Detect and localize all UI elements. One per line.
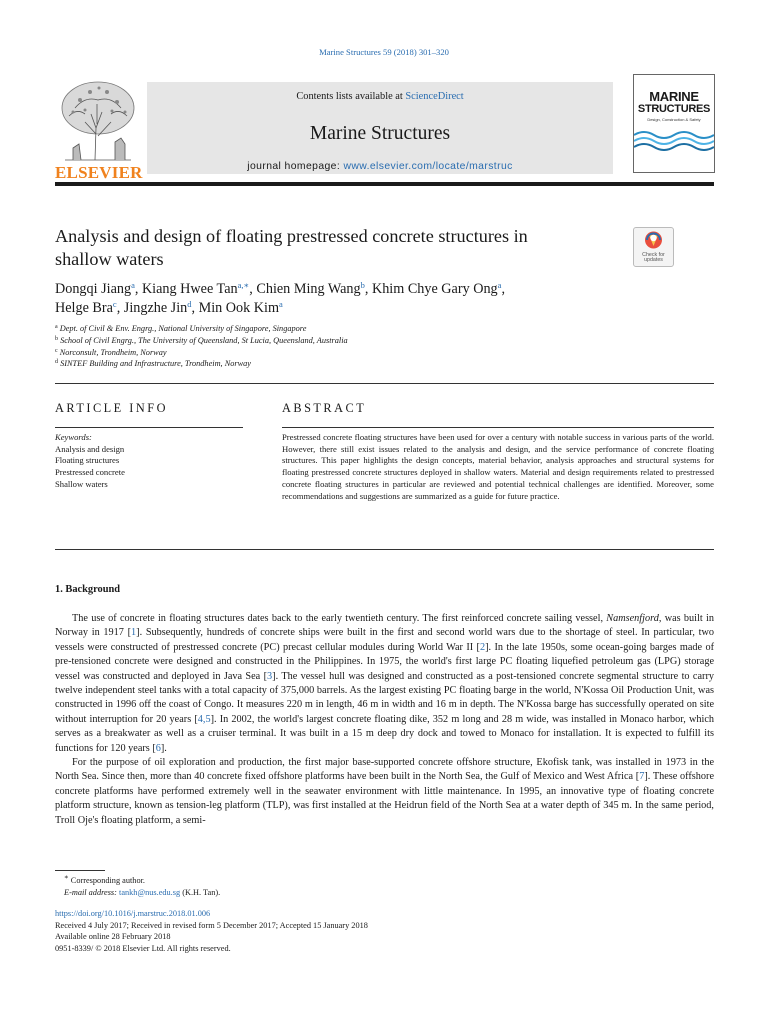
keyword-item: Analysis and design xyxy=(55,443,125,454)
vessel-name: Namsenfjord xyxy=(606,613,659,624)
sciencedirect-link[interactable]: ScienceDirect xyxy=(405,91,464,102)
homepage-prefix: journal homepage: xyxy=(247,161,344,172)
keyword-item: Floating structures xyxy=(55,455,120,466)
author-affil-sup[interactable]: a xyxy=(497,280,502,290)
text-run: ]. xyxy=(160,742,167,754)
author-name: Min Ook Kim xyxy=(198,300,279,316)
journal-homepage-link[interactable]: www.elsevier.com/locate/marstruc xyxy=(343,161,513,172)
citation-link[interactable]: 7 xyxy=(639,771,645,783)
keywords-block xyxy=(55,432,243,491)
email-suffix: (K.H. Tan). xyxy=(180,887,221,897)
paragraph xyxy=(55,612,714,756)
check-for-updates-button[interactable] xyxy=(633,227,674,267)
author-name: Kiang Hwee Tan xyxy=(141,281,238,297)
journal-homepage xyxy=(147,161,613,172)
affiliation-item xyxy=(55,358,675,370)
crossmark-icon xyxy=(634,228,673,250)
email-label: E-mail address: xyxy=(64,887,117,897)
affiliation-item xyxy=(55,347,675,359)
affiliation-item xyxy=(55,323,675,335)
author-name: Helge Bra xyxy=(55,300,113,316)
author-separator: , xyxy=(364,281,372,297)
footnote-text: Corresponding author. xyxy=(70,875,145,885)
keyword-item: Shallow waters xyxy=(55,478,108,489)
journal-masthead xyxy=(55,72,714,184)
crossmark-label-line-1: Check for xyxy=(642,251,665,258)
doi-link[interactable]: https://doi.org/10.1016/j.marstruc.2018.01.006 xyxy=(55,909,211,918)
abstract-divider xyxy=(282,427,714,428)
footnote-line xyxy=(64,872,220,887)
cover-title-structures: STRUCTURES xyxy=(637,103,711,115)
article-info-heading: ARTICLE INFO xyxy=(55,401,168,415)
abstract-heading: ABSTRACT xyxy=(282,401,367,415)
paragraph xyxy=(55,756,714,828)
citation-link[interactable]: 1 xyxy=(131,627,137,639)
cover-title-marine: MARINE xyxy=(649,89,699,104)
tree-icon xyxy=(55,78,141,162)
author-name: Chien Ming Wang xyxy=(256,281,361,297)
abstract-bottom-divider xyxy=(55,549,714,550)
author-name: Khim Chye Gary Ong xyxy=(371,281,498,297)
copyright-notice: 0951-8339/ © 2018 Elsevier Ltd. All rights reserved. xyxy=(55,944,231,954)
affiliation-key: c xyxy=(55,347,58,354)
author-affil-sup[interactable]: a xyxy=(279,299,283,309)
keywords-label: Keywords: xyxy=(55,432,92,442)
contents-availability xyxy=(147,91,613,102)
article-title xyxy=(55,225,625,271)
affiliation-item xyxy=(55,335,675,347)
crossmark-label xyxy=(634,253,673,264)
author-affil-sup[interactable]: c xyxy=(112,299,117,309)
text-run: ]. Subsequently, hundreds of concrete ships were built in the first and second world wars due to the shortage of steel. In particular, two vessels were constructed of prestressed concrete (PC) precast cellular modules during World War II [ xyxy=(55,627,714,653)
affiliation-text: Norconsult, Trondheim, Norway xyxy=(59,347,167,357)
affiliation-key: a xyxy=(55,324,58,330)
journal-cover-thumbnail[interactable] xyxy=(633,74,715,173)
affiliation-key: d xyxy=(55,359,58,366)
body-text xyxy=(55,612,714,828)
text-run: ]. In the late 1950s, some ocean-going barges made of pre-tensioned concrete were designed and constructed in the Philippines. In 1975, the world's first large PC floating liquefied petroleum gas (LPG) storage vessel was constructed and deployed in Java Sea [ xyxy=(55,641,714,682)
footnote-marker: ∗ xyxy=(64,874,69,881)
article-history: Received 4 July 2017; Received in revised form 5 December 2017; Accepted 15 January 2018 xyxy=(55,920,368,930)
footnote-divider xyxy=(55,870,105,871)
header-divider xyxy=(55,383,714,384)
author-separator: , xyxy=(501,281,505,297)
elsevier-logo[interactable] xyxy=(55,78,143,182)
text-run: ]. The vessel hull was designed and constructed as a post-tensioned concrete segmental structure to carry twelve independent steel tanks with a total capacity of 375,000 barrels. As the largest existing PC floating barge in the world, N'Kossa Oil Production Unit, was constructed in 1996 off the coast of Congo. It measures 220 m in length, 46 m in width and 16 m in depth. The N'Kossa barge has successfully operated on site without interruption for 20 years [ xyxy=(55,670,714,725)
citation-link[interactable]: 6 xyxy=(155,742,161,754)
article-info-divider xyxy=(55,427,243,428)
affiliation-text: SINTEF Building and Infrastructure, Trondheim, Norway xyxy=(60,359,251,369)
author-list xyxy=(55,280,675,318)
wave-icon xyxy=(634,127,714,151)
text-run: , was built in Norway in 1917 [ xyxy=(55,613,714,639)
article-front-matter xyxy=(55,908,368,955)
author-separator: , xyxy=(249,281,257,297)
masthead-divider xyxy=(55,182,714,186)
text-run: For the purpose of oil exploration and production, the first major base-supported concrete offshore structure, Ekofisk tank, was installed in 1973 in the North Sea. Since then, more than 40 concrete fixed offshore platforms have been built in the North Sea, the Gulf of Mexico and West Africa [ xyxy=(55,757,714,783)
author-name: Dongqi Jiang xyxy=(55,281,132,297)
author-affil-sup[interactable]: b xyxy=(360,280,365,290)
section-heading: 1. Background xyxy=(55,584,121,595)
author-affil-sup[interactable]: a xyxy=(131,280,135,290)
email-link[interactable]: tankh@nus.edu.sg xyxy=(119,887,181,897)
corresponding-author-footnote xyxy=(64,872,220,899)
elsevier-wordmark: ELSEVIER xyxy=(55,163,143,182)
journal-name: Marine Structures xyxy=(309,123,451,144)
text-run: ]. These offshore concrete platforms have performed extremely well in the seawater environment with little maintenance. In 1995, an innovative type of floating concrete platform structure, known as tension-leg platform (TLP), was first installed at the Heidrun field of the North Sea at a water depth of 345 m. In the same period, Troll Oje's floating platform, a semi- xyxy=(55,771,714,826)
available-online: Available online 28 February 2018 xyxy=(55,932,171,942)
affiliation-key: b xyxy=(55,335,58,342)
title-line-1: Analysis and design of floating prestressed concrete structures in xyxy=(55,226,528,246)
affiliation-list xyxy=(55,323,675,370)
cover-subtitle: Design, Construction & Safety xyxy=(647,117,701,122)
text-run: The use of concrete in floating structures dates back to the early twentieth century. The first reinforced concrete sailing vessel, xyxy=(72,613,607,624)
affiliation-text: Dept. of Civil & Env. Engrg., National University of Singapore, Singapore xyxy=(59,324,307,333)
author-affil-sup[interactable]: a,∗ xyxy=(237,280,250,290)
author-separator: , xyxy=(116,300,124,316)
contents-prefix: Contents lists available at xyxy=(296,91,406,102)
footnote-email-line xyxy=(64,887,220,899)
author-name: Jingzhe Jin xyxy=(123,300,188,316)
author-affil-sup[interactable]: d xyxy=(187,299,192,309)
journal-banner xyxy=(147,82,613,174)
text-run: ]. In 2002, the world's largest concrete floating dike, 352 m long and 28 m wide, was installed in Monaco harbor, which serves as a breakwater as well as a cruiser terminal. It was built in a 15 m deep dry dock and towed to Monaco for installation. It is expected to fulfill its functions for 120 years [ xyxy=(55,713,714,754)
crossmark-label-line-2: updates xyxy=(644,257,663,264)
author-separator: , xyxy=(134,281,142,297)
journal-citation-link[interactable]: Marine Structures 59 (2018) 301–320 xyxy=(319,47,449,57)
citation-link[interactable]: 3 xyxy=(267,670,273,682)
title-line-2: shallow waters xyxy=(55,249,164,269)
keyword-item: Prestressed concrete xyxy=(55,467,125,478)
author-separator: , xyxy=(191,300,199,316)
citation-link[interactable]: 2 xyxy=(479,641,486,653)
citation-link[interactable]: 4,5 xyxy=(197,713,211,725)
abstract-text: Prestressed concrete floating structures have been used for over a century with notable success in various parts of the world. However, there still exist issues related to the analysis and design, and the service performance of concrete floating structures. This paper highlights the design concepts, material behavior, analysis approaches and structural systems for floating prestressed concrete structures deployed in shallow waters. Material and design requirements related to prestressed concrete floating structures in particular are reviewed and potential technical challenges are identified. Moreover, some recommendations and suggestions are summarized as a guide for future practice. xyxy=(282,432,714,501)
affiliation-text: School of Civil Engrg., The University of Queensland, St Lucia, Queensland, Australia xyxy=(60,335,348,345)
